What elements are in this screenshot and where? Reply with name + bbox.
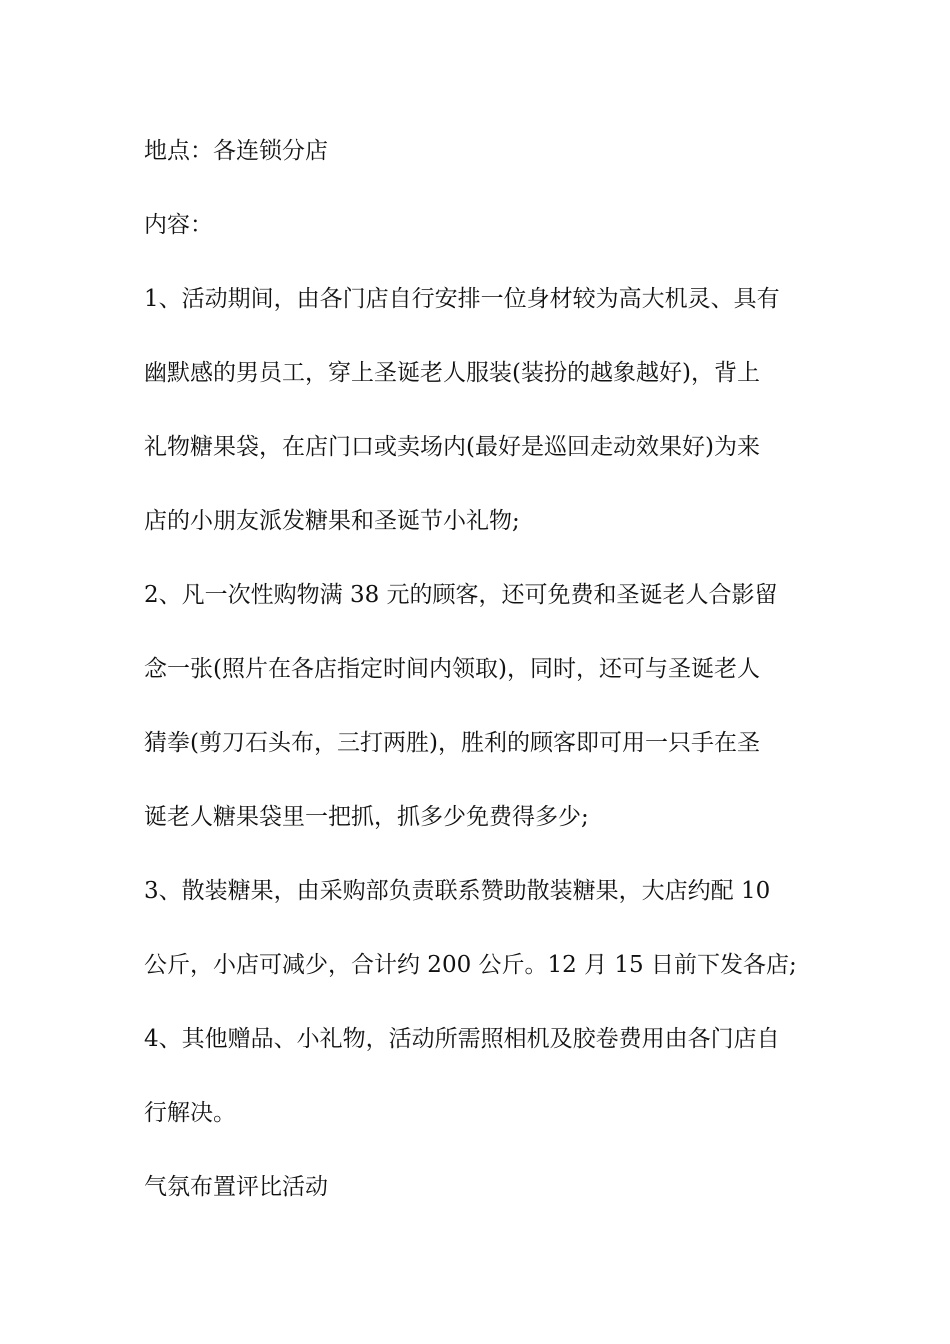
text-line: 2、凡一次性购物满 38 元的顾客，还可免费和圣诞老人合影留 <box>144 582 778 608</box>
text-line: 诞老人糖果袋里一把抓，抓多少免费得多少; <box>144 804 589 830</box>
text-line: 内容： <box>144 212 213 238</box>
text-line: 行解决。 <box>144 1100 236 1126</box>
item-3-paragraph <box>144 868 814 988</box>
text-line: 礼物糖果袋，在店门口或卖场内(最好是巡回走动效果好)为来 <box>144 434 760 460</box>
text-line: 1、活动期间，由各门店自行安排一位身材较为高大机灵、具有 <box>144 286 780 312</box>
text-line: 店的小朋友派发糖果和圣诞节小礼物; <box>144 508 520 534</box>
location-paragraph <box>144 128 814 174</box>
text-line: 4、其他赠品、小礼物，活动所需照相机及胶卷费用由各门店自 <box>144 1026 780 1052</box>
text-line: 猜拳(剪刀石头布，三打两胜)，胜利的顾客即可用一只手在圣 <box>144 730 760 756</box>
content-heading <box>144 202 814 248</box>
text-line: 幽默感的男员工，穿上圣诞老人服装(装扮的越象越好)，背上 <box>144 360 760 386</box>
section-heading <box>144 1164 814 1210</box>
text-line: 念一张(照片在各店指定时间内领取)，同时，还可与圣诞老人 <box>144 656 760 682</box>
text-line: 气氛布置评比活动 <box>144 1174 328 1200</box>
text-line: 地点：各连锁分店 <box>144 138 328 164</box>
item-1-paragraph <box>144 276 814 544</box>
item-2-paragraph <box>144 572 814 840</box>
text-line: 公斤，小店可减少，合计约 200 公斤。12 月 15 日前下发各店; <box>144 952 797 978</box>
document-body <box>144 128 814 1238</box>
text-line: 3、散装糖果，由采购部负责联系赞助散装糖果，大店约配 10 <box>144 878 771 904</box>
item-4-paragraph <box>144 1016 814 1136</box>
